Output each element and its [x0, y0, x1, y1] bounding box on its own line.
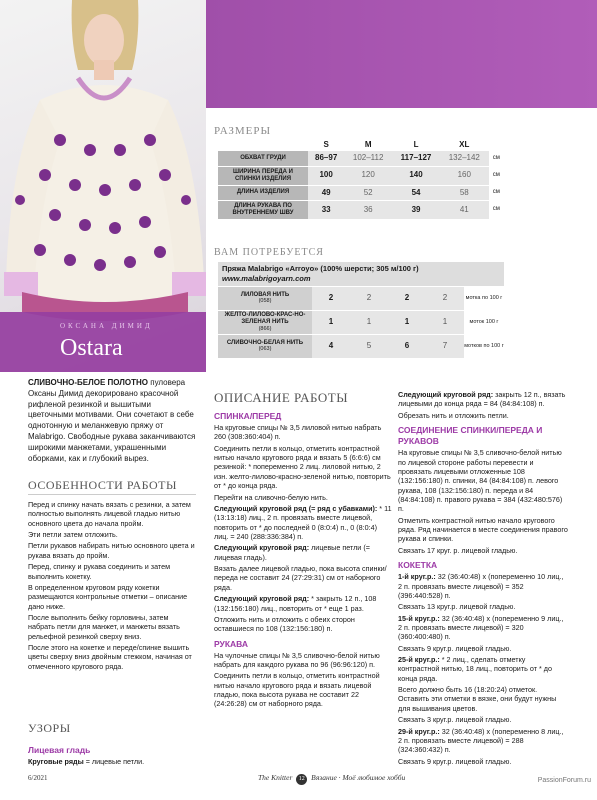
- site-watermark: PassionForum.ru: [537, 777, 591, 784]
- table-row: ШИРИНА ПЕРЕДА И СПИНКИ ИЗДЕЛИЯ 100 120 140 160 см: [218, 166, 504, 185]
- designer-name: ОКСАНА ДИМИД: [60, 322, 153, 330]
- features-column: Перед и спинку начать вязать с резинки, а затем полностью выполнять лицевой гладью нитью основного цвета до начала пройм. Эти петли затем отложить. Петли рукавов набирать нитью основного цвета и рукава вязать до пройм. Перед, спинку и рукава соединить и затем выполнить кокетку. В определенном круговом ряду кокетки размещаются контрольные отметки – описание дано ниже. После выполнить бейку горловины, затем набрать петли для манжет, и манжеты вязать рельефной резинкой сверху вниз. После этого на кокетке и переде/спинке вышить цветы сверху вниз двойным стежком, начиная от отмеченного кругового ряда.: [28, 500, 195, 671]
- table-row: ДЛИНА ИЗДЕЛИЯ 49 52 54 58 см: [218, 185, 504, 200]
- issue-date: 6/2021: [28, 774, 48, 782]
- top-color-panel: [206, 0, 597, 108]
- yarn-description: Пряжа Malabrigo «Arroyo» (100% шерсти; 305 м/100 г): [222, 264, 419, 273]
- table-row: ДЛИНА РУКАВА ПО ВНУТРЕННЕМУ ШВУ 33 36 39 41 см: [218, 200, 504, 219]
- description-column: СПИНКА/ПЕРЕД На круговые спицы № 3,5 лиловой нитью набрать 260 (308:360:404) п. Соединить петли в кольцо, отметить контрастной нитью начало кругового ряда и вязать 5 (6:6:6) см резинкой: * попеременно 2 лиц. лиловой нитью, 2 изн. желто-лилово-красно-зеленой нитью, повторить от * до конца ряда. Перейти на сливочно-белую нить. Следующий круговой ряд (= ряд с убавками): * 11 (13:13:18) лиц., 2 п. провязать вместе лицевой, повторить от * до последней 0 (8:0:4) п., 0 (8:0:4) лиц. = 240 (288:336:384) п. Следующий круговой ряд: лицевые петли (= лицевая гладь). Вязать далее лицевой гладью, пока высота спинки/переда не составит 24 (27:29:31) см от наборного ряда. Следующий круговой ряд: * закрыть 12 п., 108 (132:156:180) лиц., повторить от * еще 1 раз. Отложить нить и отложить с обеих сторон оставшиеся по 108 (132:156:180) п. РУКАВА На чулочные спицы № 3,5 сливочно-белой нитью набрать для каждого рукава по 96 (96:96:120) п. Соединить петли в кольцо, отметить контрастной нитью начало кругового ряда и вязать лицевой гладью, пока высота рукава не составит 22 (24:26:28) см от наборного ряда.: [214, 411, 392, 709]
- footer-brand: The Knitter 12 Вязание · Моё любимое хобби: [258, 773, 405, 785]
- size-header: L: [413, 140, 419, 149]
- divider: [28, 494, 196, 495]
- sizes-title: РАЗМЕРЫ: [214, 125, 272, 137]
- table-row: ЛИЛОВАЯ НИТЬ (058) 2 2 2 2 мотка по 100 г: [218, 286, 504, 310]
- page-number: 12: [296, 774, 307, 785]
- table-row: ОБХВАТ ГРУДИ 86–97 102–112 117–127 132–142 см: [218, 151, 504, 166]
- hero-photo: [0, 0, 206, 372]
- joining-column: Следующий круговой ряд: закрыть 12 п., вязать лицевыми до конца ряда = 84 (84:84:108) п. Обрезать нить и отложить петли. СОЕДИНЕНИЕ СПИНКИ/ПЕРЕДА И РУКАВОВ На круговые спицы № 3,5 сливочно-белой нитью по лицевой стороне работы перевести и провязать лицевыми отложенные 108 (132:156:180) п. спинки, 84 (84:84:108) п. левого рукава, 108 (132:156:180) п. переда и 84 (84:84:108) п. правого рукава = 384 (432:480:576) п. Отметить контрастной нитью начало кругового ряда. Ряд начинается в месте соединения правого рукава и спинки. Связать 17 круг. р. лицевой гладью. КОКЕТКА 1-й круг.р.: 32 (36:40:48) х (попеременно 10 лиц., 2 п. провязать вместе лицевой) = 352 (396:440:528) п. Связать 13 круг.р. лицевой гладью. 15-й круг.р.: 32 (36:40:48) х (попеременно 9 лиц., 2 п. провязать вместе лицевой) = 320 (360:400:480) п. Связать 9 круг.р. лицевой гладью. 25-й круг.р.: * 2 лиц., сделать отметку контрастной нитью, 18 лиц., повторить от * до конца ряда. Всего должно быть 16 (18:20:24) отметок. Оставить эти отметки в вязке, они будут нужны для вышивания цветов. Связать 3 круг.р. лицевой гладью. 29-й круг.р.: 32 (36:40:48) х (попеременно 8 лиц., 2 п. провязать вместе лицевой) = 288 (324:360:432) п. Связать 9 круг.р. лицевой гладью.: [398, 390, 568, 766]
- description-title: ОПИСАНИЕ РАБОТЫ: [214, 390, 349, 405]
- size-header: XL: [459, 140, 470, 149]
- pattern-name: Ostara: [60, 335, 123, 361]
- yarn-table: [218, 262, 504, 358]
- patterns-column: Лицевая гладь Круговые ряды = лицевые петли.: [28, 745, 145, 767]
- yarn-title: ВАМ ПОТРЕБУЕТСЯ: [214, 247, 324, 258]
- size-header: S: [323, 140, 329, 149]
- patterns-title: УЗОРЫ: [28, 721, 71, 735]
- sizes-table: [218, 139, 504, 220]
- intro-paragraph: СЛИВОЧНО-БЕЛОЕ ПОЛОТНО пуловера Оксаны Димид декорировано красочной рифленой резинкой и вышитыми цветочными мотивами. Они сочетают в себе однотонную и меланжевую пряжу от Malabrigo. Свободные рукава заканчиваются широкими манжетами, украшенными оборками, как и глубокий вырез.: [28, 378, 196, 463]
- table-row: ЖЕЛТО-ЛИЛОВО-КРАС-НО-ЗЕЛЕНАЯ НИТЬ (866) 1 1 1 1 моток 100 г: [218, 310, 504, 334]
- table-row: СЛИВОЧНО-БЕЛАЯ НИТЬ (063) 4 5 6 7 мотков по 100 г: [218, 334, 504, 358]
- yarn-url: www.malabrigoyarn.com: [222, 273, 311, 283]
- yarn-header: [218, 262, 504, 286]
- size-header: M: [364, 140, 372, 149]
- features-title: ОСОБЕННОСТИ РАБОТЫ: [28, 478, 177, 492]
